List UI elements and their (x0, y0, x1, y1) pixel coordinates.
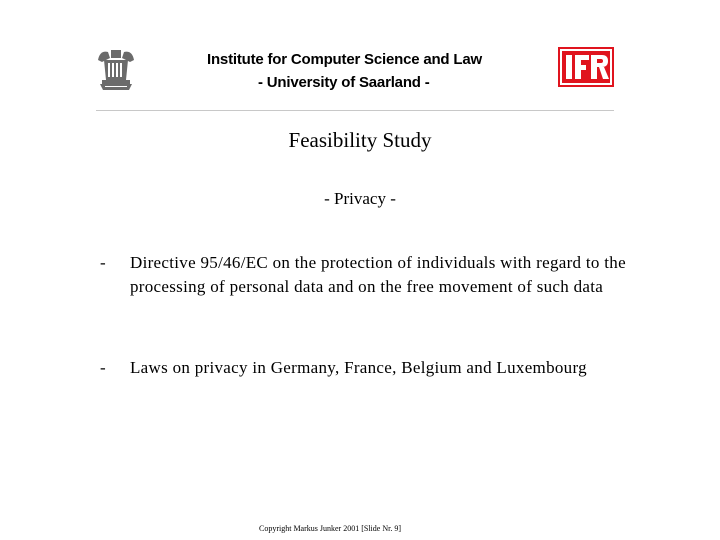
header-divider (96, 110, 614, 111)
slide-title: Feasibility Study (288, 128, 432, 152)
ifr-logo-icon (558, 47, 614, 87)
footer-copyright: Copyright Markus Junker 2001 [Slide Nr. 9] (259, 524, 401, 533)
slide-subtitle: - Privacy - (324, 189, 396, 208)
bullet-item (100, 356, 640, 380)
university-name: - University of Saarland - (258, 74, 430, 91)
bullet-text: Laws on privacy in Germany, France, Belgium and Luxembourg (130, 358, 587, 377)
institute-name: Institute for Computer Science and Law (207, 51, 482, 68)
bullet-text: Directive 95/46/EC on the protection of individuals with regard to the processing of personal data and on the free movement of such data (130, 253, 626, 296)
university-seal-icon (96, 46, 136, 92)
bullet-marker: - (100, 253, 106, 272)
bullet-item (100, 251, 640, 299)
bullet-marker: - (100, 358, 106, 377)
institute-header (207, 48, 497, 94)
